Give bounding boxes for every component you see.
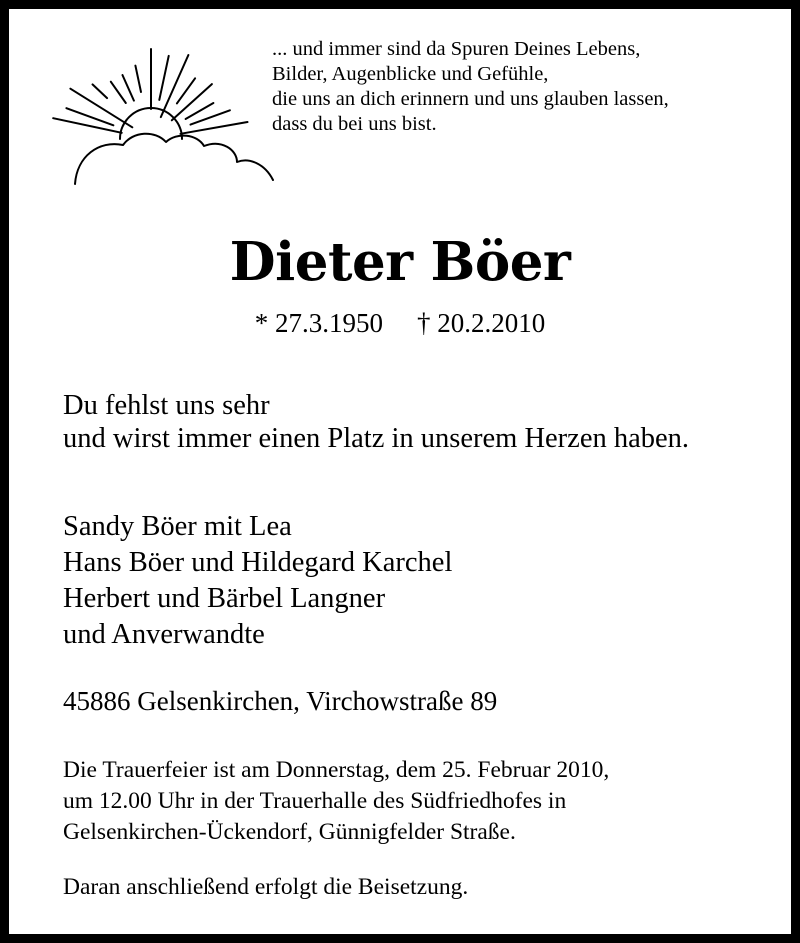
service-line: um 12.00 Uhr in der Trauerhalle des Südfriedhofes in bbox=[63, 788, 567, 814]
poem-line: ... und immer sind da Spuren Deines Lebens, bbox=[272, 38, 641, 60]
poem-line: Bilder, Augenblicke und Gefühle, bbox=[272, 63, 549, 85]
mourners-list bbox=[63, 509, 452, 653]
death-date: † 20.2.2010 bbox=[417, 308, 546, 338]
memorial-message bbox=[63, 389, 689, 455]
family-address: 45886 Gelsenkirchen, Virchowstraße 89 bbox=[63, 686, 498, 716]
sun-rays bbox=[53, 49, 247, 134]
deceased-name: Dieter Böer bbox=[229, 231, 571, 293]
sun-ray bbox=[111, 82, 126, 103]
sun-ray bbox=[177, 78, 195, 103]
message-line: und wirst immer einen Platz in unserem Herzen haben. bbox=[63, 423, 690, 454]
poem-line: dass du bei uns bist. bbox=[272, 113, 437, 135]
sun-ray bbox=[135, 66, 141, 92]
sun-ray bbox=[93, 84, 108, 98]
service-line: Gelsenkirchen-Ückendorf, Günnigfelder Straße. bbox=[63, 819, 516, 845]
mourner-line: Sandy Böer mit Lea bbox=[63, 511, 292, 542]
cloud-outline bbox=[75, 134, 273, 184]
poem-line: die uns an dich erinnern und uns glauben lassen, bbox=[272, 88, 669, 110]
mourner-line: Hans Böer und Hildegard Karchel bbox=[63, 547, 453, 578]
poem bbox=[272, 37, 669, 137]
sun-over-clouds-icon bbox=[27, 34, 277, 194]
mourner-line: Herbert und Bärbel Langner bbox=[63, 583, 386, 614]
service-line: Die Trauerfeier ist am Donnerstag, dem 25. Februar 2010, bbox=[63, 757, 610, 783]
message-line: Du fehlst uns sehr bbox=[63, 390, 270, 421]
sun-ray bbox=[159, 56, 168, 100]
birth-date: * 27.3.1950 bbox=[254, 308, 383, 338]
funeral-service-info bbox=[63, 755, 609, 848]
life-dates bbox=[9, 303, 791, 343]
sun-ray bbox=[123, 75, 134, 101]
burial-note: Daran anschließend erfolgt die Beisetzung. bbox=[63, 874, 469, 900]
mourner-line: und Anverwandte bbox=[63, 619, 265, 650]
